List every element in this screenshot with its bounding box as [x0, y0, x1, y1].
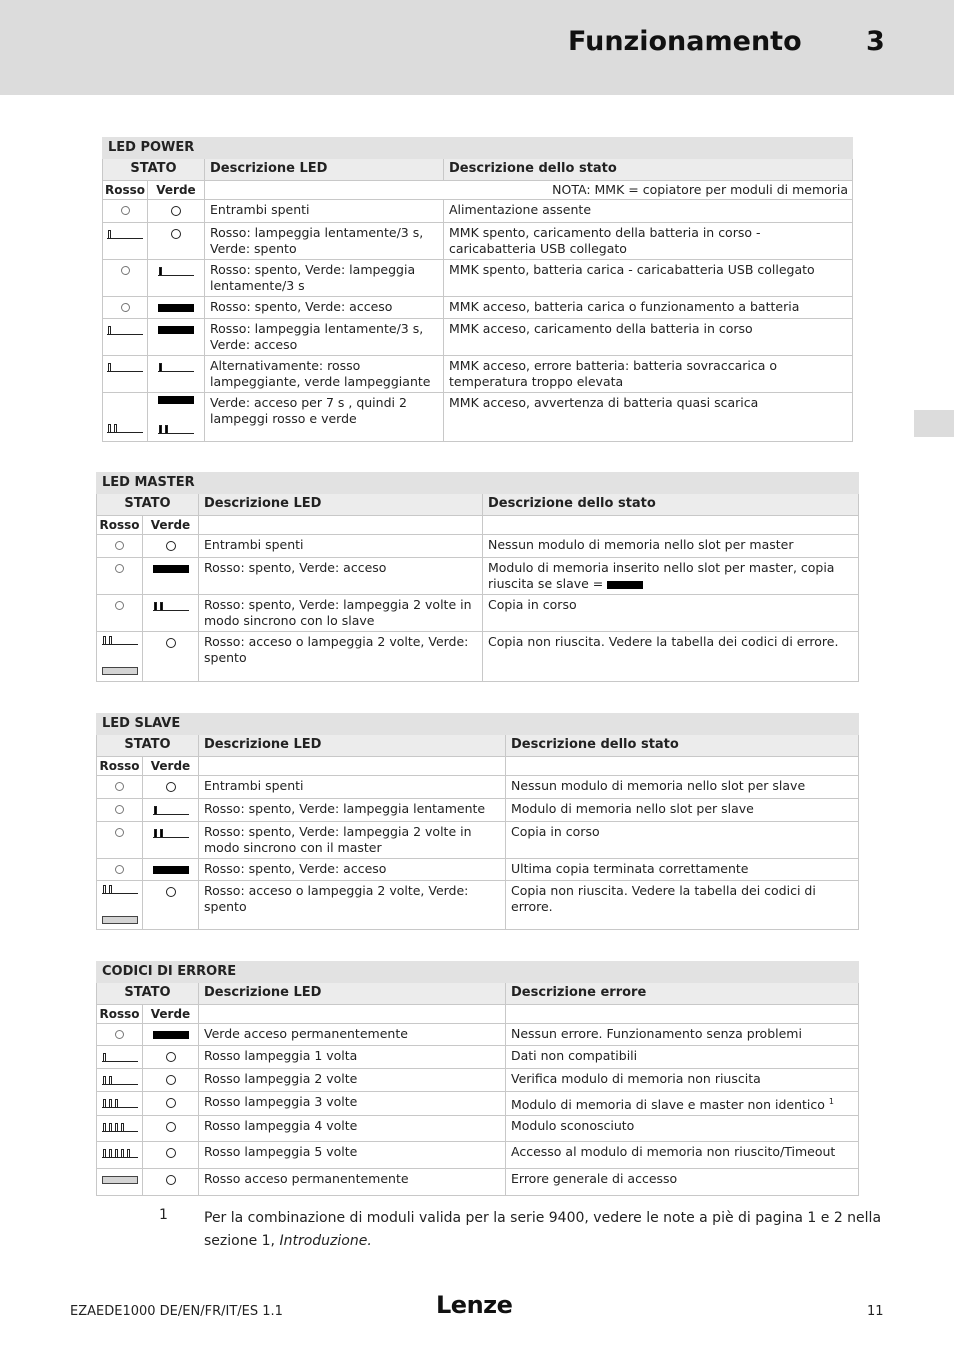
header-descr-led: Descrizione LED	[205, 159, 444, 181]
led-description: Rosso: spento, Verde: lampeggia 2 volte in modo sincrono con il master	[199, 822, 506, 859]
led-off-icon	[121, 206, 130, 215]
led-blink-2-icon	[102, 1076, 138, 1085]
led-off-icon	[166, 1122, 176, 1132]
led-off-icon	[115, 564, 124, 573]
error-description: Dati non compatibili	[506, 1046, 859, 1069]
led-description: Rosso lampeggia 5 volte	[199, 1142, 506, 1169]
state-description: Nessun modulo di memoria nello slot per master	[483, 535, 859, 558]
led-description: Rosso lampeggia 1 volta	[199, 1046, 506, 1069]
table-row	[97, 1116, 859, 1142]
header-descr-stato: Descrizione dello stato	[444, 159, 853, 181]
led-off-icon	[115, 828, 124, 837]
state-description	[483, 558, 859, 595]
led-slow-blink-icon	[158, 267, 194, 276]
led-description: Rosso: spento, Verde: lampeggia lentamente	[199, 799, 506, 822]
header-rosso: Rosso	[97, 516, 143, 535]
footnote-ref: 1	[828, 1097, 834, 1106]
led-on-icon	[153, 565, 189, 573]
led-off-icon	[121, 303, 130, 312]
page-number: 11	[867, 1304, 884, 1319]
header-verde: Verde	[143, 757, 199, 776]
chapter-side-tab	[914, 410, 954, 437]
led-blink-icon	[107, 363, 143, 372]
led-slow-blink-icon	[107, 326, 143, 335]
table-row	[97, 1142, 859, 1169]
led-on-icon	[153, 866, 189, 874]
led-off-icon	[166, 638, 176, 648]
mmk-note: NOTA: MMK = copiatore per moduli di memoria	[205, 181, 853, 200]
led-blink-icon	[158, 363, 194, 372]
led-double-blink-icon	[153, 602, 189, 611]
table-row	[103, 200, 853, 223]
header-verde: Verde	[143, 1005, 199, 1024]
footnote-text	[204, 1207, 884, 1253]
header-verde: Verde	[143, 516, 199, 535]
led-red-on-icon	[102, 916, 138, 924]
led-description: Rosso: spento, Verde: lampeggia 2 volte in modo sincrono con lo slave	[199, 595, 483, 632]
header-descr-led: Descrizione LED	[199, 494, 483, 516]
state-text: Modulo di memoria inserito nello slot per master, copia riuscita se slave =	[488, 560, 835, 591]
section-title: LED MASTER	[97, 473, 859, 494]
led-off-icon	[115, 1030, 124, 1039]
table-row	[97, 1169, 859, 1196]
table-row	[103, 393, 853, 442]
page-title: Funzionamento	[568, 26, 802, 57]
led-red-on-icon	[102, 1176, 138, 1184]
header-descr-stato: Descrizione dello stato	[483, 494, 859, 516]
led-blink-4-icon	[102, 1123, 138, 1132]
led-blink-3-icon	[102, 1099, 138, 1108]
table-row	[97, 881, 859, 930]
table-row	[97, 535, 859, 558]
document-code: EZAEDE1000 DE/EN/FR/IT/ES 1.1	[70, 1304, 283, 1319]
led-on-icon	[158, 326, 194, 334]
table-row	[97, 595, 859, 632]
state-description: Alimentazione assente	[444, 200, 853, 223]
header-rosso: Rosso	[103, 181, 148, 200]
table-row	[97, 558, 859, 595]
led-description: Entrambi spenti	[199, 776, 506, 799]
error-description: Verifica modulo di memoria non riuscita	[506, 1069, 859, 1092]
led-off-icon	[115, 541, 124, 550]
state-description: MMK spento, caricamento della batteria in corso - caricabatteria USB collegato	[444, 223, 853, 260]
header-verde: Verde	[148, 181, 205, 200]
state-description: Copia non riuscita. Vedere la tabella dei codici di errore.	[483, 632, 859, 682]
header-stato: STATO	[103, 159, 205, 181]
led-double-blink-icon	[153, 829, 189, 838]
led-off-icon	[115, 601, 124, 610]
header-descr-led: Descrizione LED	[199, 983, 506, 1005]
led-off-icon	[166, 1148, 176, 1158]
table-row	[97, 632, 859, 682]
led-on-icon	[158, 304, 194, 312]
led-on-icon	[153, 1031, 189, 1039]
header-descr-stato: Descrizione dello stato	[506, 735, 859, 757]
led-master-table	[96, 472, 859, 682]
led-double-blink-icon	[107, 424, 143, 433]
led-slow-blink-icon	[153, 806, 189, 815]
led-red-on-icon	[102, 667, 138, 675]
state-description: Copia non riuscita. Vedere la tabella dei codici di errore.	[506, 881, 859, 930]
error-description: Nessun errore. Funzionamento senza problemi	[506, 1024, 859, 1046]
state-description: Nessun modulo di memoria nello slot per slave	[506, 776, 859, 799]
led-off-icon	[166, 541, 176, 551]
led-slave-table	[96, 713, 859, 930]
led-description: Rosso lampeggia 4 volte	[199, 1116, 506, 1142]
table-row	[97, 1092, 859, 1116]
led-off-icon	[166, 1098, 176, 1108]
error-description: Accesso al modulo di memoria non riuscito/Timeout	[506, 1142, 859, 1169]
led-double-blink-icon	[102, 636, 138, 645]
led-off-icon	[166, 1075, 176, 1085]
table-row	[103, 356, 853, 393]
led-description: Verde acceso permanentemente	[199, 1024, 506, 1046]
led-blink-1-icon	[102, 1053, 138, 1062]
led-off-icon	[115, 865, 124, 874]
led-description: Entrambi spenti	[205, 200, 444, 223]
led-off-icon	[171, 206, 181, 216]
chapter-number: 3	[866, 26, 885, 57]
led-description: Rosso: spento, Verde: acceso	[199, 558, 483, 595]
led-description: Rosso: acceso o lampeggia 2 volte, Verde: spento	[199, 881, 506, 930]
table-row	[97, 776, 859, 799]
table-row	[103, 297, 853, 319]
state-description: Ultima copia terminata correttamente	[506, 859, 859, 881]
table-row	[103, 260, 853, 297]
led-description: Rosso: spento, Verde: lampeggia lentamente/3 s	[205, 260, 444, 297]
led-description: Rosso: spento, Verde: acceso	[205, 297, 444, 319]
led-description: Rosso acceso permanentemente	[199, 1169, 506, 1196]
led-double-blink-icon	[158, 425, 194, 434]
state-description: MMK spento, batteria carica - caricabatteria USB collegato	[444, 260, 853, 297]
led-off-icon	[166, 887, 176, 897]
led-description: Entrambi spenti	[199, 535, 483, 558]
lenze-logo: Lenze	[436, 1291, 513, 1319]
state-description: MMK acceso, caricamento della batteria in corso	[444, 319, 853, 356]
led-off-icon	[166, 782, 176, 792]
led-description: Verde: acceso per 7 s , quindi 2 lampeggi rosso e verde	[205, 393, 444, 442]
state-description: MMK acceso, avvertenza di batteria quasi scarica	[444, 393, 853, 442]
state-description: Copia in corso	[483, 595, 859, 632]
led-on-icon	[158, 396, 194, 404]
table-row	[97, 859, 859, 881]
state-description: Copia in corso	[506, 822, 859, 859]
led-off-icon	[171, 229, 181, 239]
error-text: Modulo di memoria di slave e master non identico	[511, 1097, 825, 1113]
header-rosso: Rosso	[97, 757, 143, 776]
table-row	[103, 319, 853, 356]
led-description: Rosso: lampeggia lentamente/3 s, Verde: spento	[205, 223, 444, 260]
header-descr-led: Descrizione LED	[199, 735, 506, 757]
led-description: Rosso: lampeggia lentamente/3 s, Verde: acceso	[205, 319, 444, 356]
table-row	[97, 799, 859, 822]
led-off-icon	[166, 1175, 176, 1185]
led-double-blink-icon	[102, 885, 138, 894]
led-off-icon	[121, 266, 130, 275]
header-rosso: Rosso	[97, 1005, 143, 1024]
led-description: Alternativamente: rosso lampeggiante, verde lampeggiante	[205, 356, 444, 393]
table-row	[97, 822, 859, 859]
led-description: Rosso lampeggia 3 volte	[199, 1092, 506, 1116]
led-off-icon	[115, 805, 124, 814]
section-title: LED POWER	[103, 138, 853, 159]
table-row	[97, 1024, 859, 1046]
led-on-icon	[607, 581, 643, 589]
table-row	[103, 223, 853, 260]
error-description	[506, 1092, 859, 1116]
led-power-table	[102, 137, 853, 442]
led-blink-5-icon	[102, 1149, 138, 1158]
header-descr-errore: Descrizione errore	[506, 983, 859, 1005]
header-stato: STATO	[97, 735, 199, 757]
section-title: LED SLAVE	[97, 714, 859, 735]
led-slow-blink-icon	[107, 230, 143, 239]
table-row	[97, 1046, 859, 1069]
page-header	[0, 0, 954, 95]
header-stato: STATO	[97, 983, 199, 1005]
error-description: Modulo sconosciuto	[506, 1116, 859, 1142]
footnote-number: 1	[159, 1207, 168, 1223]
led-description: Rosso: spento, Verde: acceso	[199, 859, 506, 881]
header-stato: STATO	[97, 494, 199, 516]
footnote-body: Per la combinazione di moduli valida per la serie 9400, vedere le note a piè di pagina 1 e 2 nella sezione 1,	[204, 1210, 882, 1249]
table-row	[97, 1069, 859, 1092]
led-off-icon	[166, 1052, 176, 1062]
state-description: Modulo di memoria nello slot per slave	[506, 799, 859, 822]
section-title: CODICI DI ERRORE	[97, 962, 859, 983]
footnote-italic: Introduzione.	[279, 1233, 372, 1249]
state-description: MMK acceso, errore batteria: batteria sovraccarica o temperatura troppo elevata	[444, 356, 853, 393]
led-description: Rosso lampeggia 2 volte	[199, 1069, 506, 1092]
state-description: MMK acceso, batteria carica o funzionamento a batteria	[444, 297, 853, 319]
led-description: Rosso: acceso o lampeggia 2 volte, Verde: spento	[199, 632, 483, 682]
error-codes-table	[96, 961, 859, 1196]
error-description: Errore generale di accesso	[506, 1169, 859, 1196]
led-off-icon	[115, 782, 124, 791]
